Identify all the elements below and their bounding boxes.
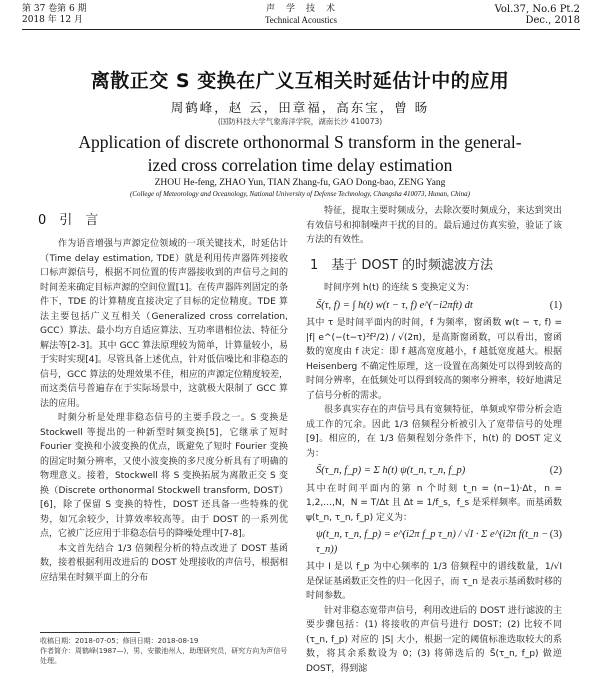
- equation-3: ψ(t_n, τ_n, f_p) = e^(i2π f_p τ_n) / √I · Σ e^(i2π f(t_n − τ_n)): [316, 529, 549, 555]
- header-journal-en: Technical Acoustics: [264, 15, 338, 25]
- title-english-line1: Application of discrete orthonormal S transform in the general-: [78, 132, 522, 152]
- left-column: [40, 237, 288, 622]
- header-date-zh: 2018 年 12 月: [22, 15, 83, 25]
- equation-1: S̃(τ, f) = ∫ h(t) w(t − τ, f) e^(−i2πft) dt: [316, 299, 473, 311]
- header-volume: 第 37 卷第 6 期: [22, 4, 87, 14]
- right-column: [306, 204, 562, 695]
- equation-2-number: (2): [549, 465, 562, 476]
- title-english: [40, 131, 560, 177]
- paragraph-intro-2: 时频分析是处理非稳态信号的主要手段之一。S 变换是 Stockwell 等提出的一种新型时频变换[5]，它继承了短时 Fourier 变换和小波变换的优点，既避免了短时 Fourier 变换的固定时频分辨率，又使小波变换的多尺度分析具有了明确的物理意义。接着，Stockwell 将 S 变换拓展为离散正交 S 变换（Discrete orthonormal Stockwell transform, DOST）[6]，除了保留 S 变换的特性，DOST 还具备一些特殊的优势，如冗余较少，计算效率较高等。由于 DOST 的一系列优点，它被广泛应用于非稳态信号的降噪处理中[7-8]。: [40, 413, 288, 539]
- header-right: [495, 4, 580, 26]
- section-heading-intro: 0 引 言: [38, 213, 99, 228]
- equation-3-row: [306, 528, 562, 557]
- paragraph-octave-analysis: 很多真实存在的声信号具有宽频特征，单频或窄带分析会造成工作的冗余。因此 1/3 倍频程分析被引入了宽带信号的处理[9]。相应的，在 1/3 倍频程划分条件下，h(t) 的 DOST 定义为：: [306, 405, 562, 459]
- paragraph-time-samples: 其中在时间平面内的第 n 个时刻 t_n = (n−1)·Δt，n = 1,2,…,N，N = T/Δt 且 Δt = 1/f_s，f_s 是采样频率。而基函数 ψ(t_n, τ_n, f_p) 定义为：: [306, 483, 562, 523]
- paragraph-normalization: 其中 I 是以 f_p 为中心频率的 1/3 倍频程中的谱线数量，1/√I 是保证基函数正交性的归一化因子，而 τ_n 是表示基函数时移的时间参数。: [306, 562, 562, 601]
- affiliation-chinese: (国防科技大学气象海洋学院，湖南长沙 410073): [217, 117, 383, 126]
- equation-1-row: [306, 299, 562, 314]
- authors-english: ZHOU He-feng, ZHAO Yun, TIAN Zhang-fu, GAO Dong-bao, ZENG Yang: [154, 178, 446, 188]
- paragraph-intro-3: 本文首先结合 1/3 倍频程分析的特点改进了 DOST 基函数，接着根据利用改进后的 DOST 处理接收的声信号，根据相应结果在时频平面上的分布: [40, 543, 288, 583]
- paragraph-intro-1: 作为语音增强与声源定位领域的一项关键技术，时延估计（Time delay estimation, TDE）就是利用传声器阵列接收口标声源信号，根据不同位置的传声器接收到的声信号之间的时间差来确定目标声源的空间位置[1]。在传声器阵列固定的条件下，TDE 的计算精度直接决定了目标的定位精度。TDE 算法主要包括广义互相关（Generalized cross correlation, GCC）算法、最小均方自适应算法、互功率谱相位法、特征分解法等[2-3]。其中 GCC 算法原理较为简单，计算量较小，易于实时实现[4]。尽管具备上述优点，针对低信噪比和非稳态的信号，GCC 算法的处理效果不佳，相应的声源定位精度较差，而这类信号普遍存在于实际场景中，这就极大限制了 GCC 算法的应用。: [40, 239, 288, 409]
- paragraph-s-transform-def: 时间序列 h(t) 的连续 S 变换定义为：: [324, 283, 475, 293]
- authors-chinese: 周鹤峰，赵 云，田章福，高东宝，曾 旸: [170, 100, 430, 115]
- equation-3-number: (3): [549, 529, 562, 540]
- section-heading-dost: 1 基于 DOST 的时频滤波方法: [310, 257, 493, 273]
- equation-1-number: (1): [549, 299, 562, 311]
- paragraph-intro-end: 特征，提取主要时频成分，去除次要时频成分，来达到突出有效信号和抑制噪声干扰的目的。最后通过仿真实验，验证了该方法的有效性。: [306, 206, 562, 245]
- paragraph-filtering-steps: 针对非稳态宽带声信号，利用改进后的 DOST 进行滤波的主要步骤包括：(1) 将接收的声信号进行 DOST；(2) 比较不同 (τ_n, f_p) 对应的 |S| 大小，根据一定的阈值标准选取较大的系数，将其余系数设为 0；(3) 将筛选后的 S̃(τ_n, f_p) 做逆 DOST，得到滤: [306, 605, 562, 674]
- paragraph-window-function: 其中 τ 是时间平面内的时间，f 为频率，窗函数 w(t − τ, f) = |f| e^(−(t−τ)²f²/2) / √(2π)，是高斯窗函数，可以看出，窗函数的宽度由 f 决定：即 f 越高宽度越小，f 越低宽度越大。根据 Heisenberg 不确定性原理，这一设置在高频处可以得到较高的时间分辨率，在低频处可以得到较高的频率分辨率，较好地满足了信号分析的需求。: [306, 318, 562, 401]
- footnote: [40, 636, 290, 666]
- header-date-en: Dec., 2018: [525, 15, 580, 26]
- footnote-divider: [40, 632, 140, 633]
- journal-header: [22, 3, 580, 30]
- affiliation-english: (College of Meteorology and Oceanology, National University of Defense Technology, Changsha 410073, Hunan, China): [130, 190, 470, 198]
- title-english-line2: ized cross correlation time delay estimation: [147, 155, 453, 175]
- header-volume-en: Vol.37, No.6 Pt.2: [494, 4, 580, 15]
- equation-2: S̃(τ_n, f_p) = Σ h(t) ψ(t_n, τ_n, f_p): [316, 465, 466, 476]
- footnote-author-bio: 作者简介：周鹤峰(1987—)，男，安徽池州人，助理研究员，研究方向为声信号处理。: [40, 647, 288, 665]
- header-journal-zh: 声 学 技 术: [265, 4, 336, 14]
- footnote-received: 收稿日期：2018-07-05；修回日期：2018-08-19: [40, 637, 199, 645]
- title-chinese: 离散正交 S 变换在广义互相关时延估计中的应用: [90, 70, 510, 92]
- equation-2-row: [306, 464, 562, 479]
